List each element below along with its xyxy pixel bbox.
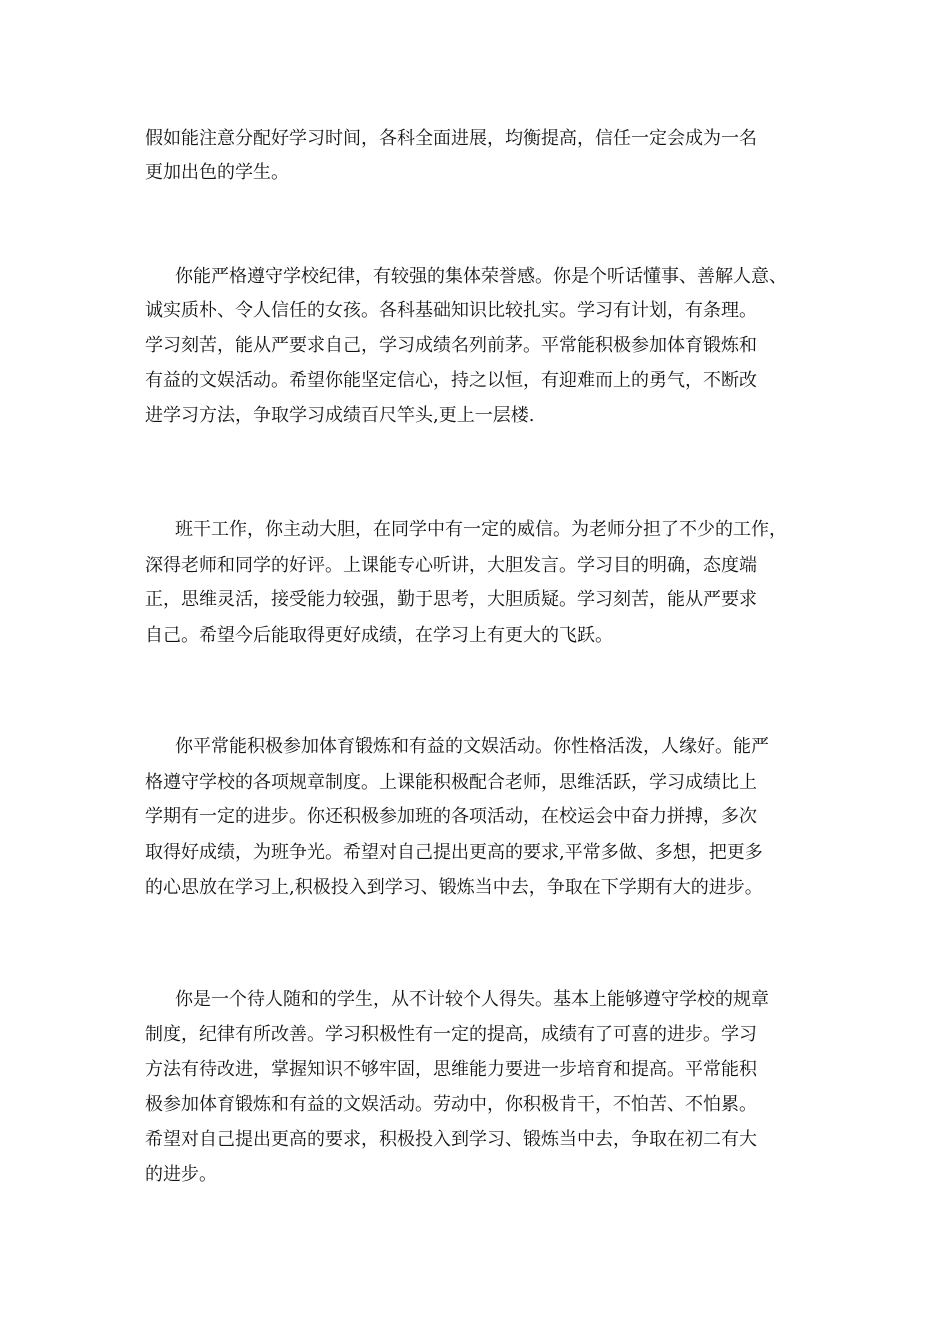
paragraph-line: 方法有待改进，掌握知识不够牢固，思维能力要进一步培育和提高。平常能积 [145,1059,757,1080]
paragraph-line: 诚实质朴、令人信任的女孩。各科基础知识比较扎实。学习有计划，有条理。 [145,300,757,321]
paragraph-line: 希望对自己提出更高的要求，积极投入到学习、锻炼当中去，争取在初二有大 [145,1129,757,1150]
paragraph-line: 深得老师和同学的好评。上课能专心听讲，大胆发言。学习目的明确，态度端 [145,555,757,576]
paragraph-line: 极参加体育锻炼和有益的文娱活动。劳动中，你积极肯干，不怕苦、不怕累。 [145,1094,757,1115]
paragraph-line: 你能严格遵守学校纪律，有较强的集体荣誉感。你是个听话懂事、善解人意、 [175,266,787,287]
paragraph-line: 的进步。 [145,1164,217,1185]
paragraph-line: 学期有一定的进步。你还积极参加班的各项活动，在校运会中奋力拼搏，多次 [145,806,757,827]
paragraph-line: 有益的文娱活动。希望你能坚定信心，持之以恒，有迎难而上的勇气，不断改 [145,370,757,391]
paragraph-line: 取得好成绩，为班争光。希望对自己提出更高的要求,平常多做、多想，把更多 [145,842,763,863]
paragraph-line: 正，思维灵活，接受能力较强，勤于思考，大胆质疑。学习刻苦，能从严要求 [145,589,757,610]
paragraph-line: 假如能注意分配好学习时间，各科全面进展，均衡提高，信任一定会成为一名 [145,128,757,149]
paragraph-line: 你是一个待人随和的学生，从不计较个人得失。基本上能够遵守学校的规章 [175,989,769,1010]
paragraph-line: 格遵守学校的各项规章制度。上课能积极配合老师，思维活跃，学习成绩比上 [145,772,757,793]
paragraph-line: 自己。希望今后能取得更好成绩，在学习上有更大的飞跃。 [145,625,613,646]
paragraph-line: 进学习方法，争取学习成绩百尺竿头,更上一层楼. [145,405,535,426]
paragraph-line: 更加出色的学生。 [145,162,289,183]
paragraph-line: 你平常能积极参加体育锻炼和有益的文娱活动。你性格活泼，人缘好。能严 [175,736,769,757]
paragraph-line: 的心思放在学习上,积极投入到学习、锻炼当中去，争取在下学期有大的进步。 [145,877,763,898]
paragraph-line: 学习刻苦，能从严要求自己，学习成绩名列前茅。平常能积极参加体育锻炼和 [145,335,757,356]
paragraph-line: 班干工作，你主动大胆，在同学中有一定的威信。为老师分担了不少的工作， [175,519,787,540]
paragraph-line: 制度，纪律有所改善。学习积极性有一定的提高，成绩有了可喜的进步。学习 [145,1024,757,1045]
